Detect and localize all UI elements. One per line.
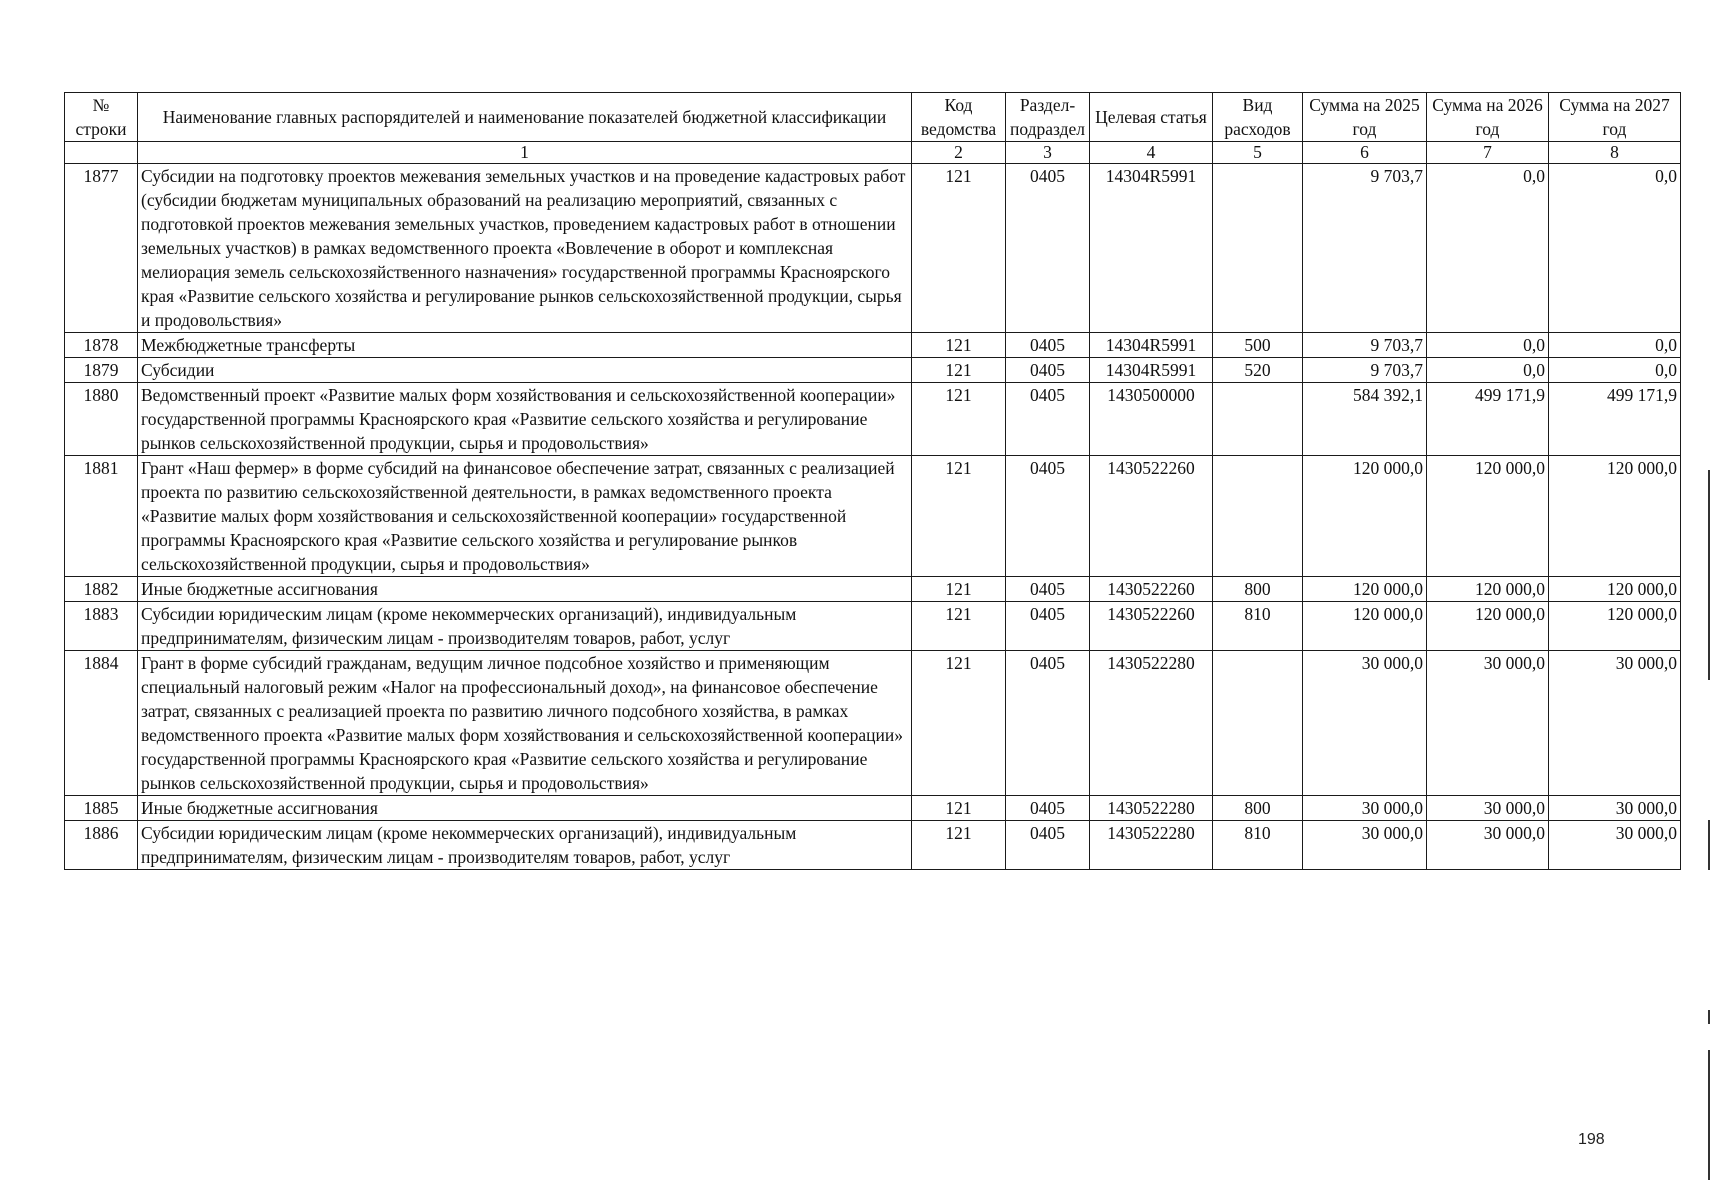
row-target-item: 14304R5991 (1090, 358, 1213, 383)
row-target-item: 1430522260 (1090, 577, 1213, 602)
row-sum-2026: 120 000,0 (1427, 577, 1549, 602)
row-sum-2027: 120 000,0 (1549, 456, 1681, 577)
row-expense-type (1213, 456, 1303, 577)
row-number: 1882 (65, 577, 138, 602)
row-expense-type: 500 (1213, 333, 1303, 358)
row-dept-code: 121 (912, 383, 1006, 456)
row-dept-code: 121 (912, 164, 1006, 333)
row-sum-2025: 30 000,0 (1303, 821, 1427, 870)
header-sum-2026: Сумма на 2026 год (1427, 93, 1549, 142)
row-sum-2026: 30 000,0 (1427, 796, 1549, 821)
row-dept-code: 121 (912, 821, 1006, 870)
row-number: 1880 (65, 383, 138, 456)
row-sum-2026: 30 000,0 (1427, 651, 1549, 796)
table-row (65, 821, 1681, 870)
header-number-row (65, 142, 1681, 164)
row-sum-2026: 499 171,9 (1427, 383, 1549, 456)
header-number: 1 (138, 142, 912, 164)
row-name: Грант «Наш фермер» в форме субсидий на финансовое обеспечение затрат, связанных с реализацией проекта по развитию сельскохозяйственной деятельности, в рамках ведомственного проекта «Развитие малых форм хозяйствования и сельскохозяйственной кооперации» государственной программы Красноярского края «Развитие сельского хозяйства и регулирование рынков сельскохозяйственной продукции, сырья и продовольствия» (138, 456, 912, 577)
row-name: Субсидии на подготовку проектов межевания земельных участков и на проведение кадастровых работ (субсидии бюджетам муниципальных образований на реализацию мероприятий, связанных с подготовкой проектов межевания земельных участков, проведением кадастровых работ в отношении земельных участков) в рамках ведомственного проекта «Вовлечение в оборот и комплексная мелиорация земель сельскохозяйственного назначения» государственной программы Красноярского края «Развитие сельского хозяйства и регулирование рынков сельскохозяйственной продукции, сырья и продовольствия» (138, 164, 912, 333)
header-number: 2 (912, 142, 1006, 164)
budget-table (64, 92, 1681, 870)
row-sum-2026: 0,0 (1427, 333, 1549, 358)
header-sum-2027: Сумма на 2027 год (1549, 93, 1681, 142)
scan-edge-mark (1708, 820, 1710, 870)
row-name: Грант в форме субсидий гражданам, ведущим личное подсобное хозяйство и применяющим специальный налоговый режим «Налог на профессиональный доход», на финансовое обеспечение затрат, связанных с реализацией проекта по развитию личного подсобного хозяйства, в рамках ведомственного проекта «Развитие малых форм хозяйствования и сельскохозяйственной кооперации» государственной программы Красноярского края «Развитие сельского хозяйства и регулирование рынков сельскохозяйственной продукции, сырья и продовольствия» (138, 651, 912, 796)
row-section: 0405 (1006, 602, 1090, 651)
row-expense-type: 800 (1213, 796, 1303, 821)
row-expense-type: 810 (1213, 821, 1303, 870)
header-name: Наименование главных распорядителей и наименование показателей бюджетной классификации (138, 93, 912, 142)
header-number-blank (65, 142, 138, 164)
header-expense-type: Вид расходов (1213, 93, 1303, 142)
table-row (65, 796, 1681, 821)
row-target-item: 1430522260 (1090, 602, 1213, 651)
table-row (65, 383, 1681, 456)
header-number: 8 (1549, 142, 1681, 164)
row-sum-2026: 0,0 (1427, 164, 1549, 333)
row-sum-2027: 30 000,0 (1549, 651, 1681, 796)
header-number: 7 (1427, 142, 1549, 164)
row-target-item: 14304R5991 (1090, 164, 1213, 333)
header-target-item: Целевая статья (1090, 93, 1213, 142)
header-section: Раздел-подраздел (1006, 93, 1090, 142)
row-expense-type (1213, 164, 1303, 333)
row-name: Ведомственный проект «Развитие малых форм хозяйствования и сельскохозяйственной кооперации» государственной программы Красноярского края «Развитие сельского хозяйства и регулирование рынков сельскохозяйственной продукции, сырья и продовольствия» (138, 383, 912, 456)
row-sum-2027: 499 171,9 (1549, 383, 1681, 456)
row-sum-2027: 120 000,0 (1549, 577, 1681, 602)
row-sum-2026: 30 000,0 (1427, 821, 1549, 870)
table-row (65, 358, 1681, 383)
row-dept-code: 121 (912, 333, 1006, 358)
row-number: 1883 (65, 602, 138, 651)
row-expense-type (1213, 651, 1303, 796)
row-section: 0405 (1006, 651, 1090, 796)
row-section: 0405 (1006, 333, 1090, 358)
row-name: Субсидии (138, 358, 912, 383)
row-name: Субсидии юридическим лицам (кроме некоммерческих организаций), индивидуальным предпринимателям, физическим лицам - производителям товаров, работ, услуг (138, 602, 912, 651)
row-section: 0405 (1006, 577, 1090, 602)
table-row (65, 333, 1681, 358)
row-dept-code: 121 (912, 796, 1006, 821)
row-dept-code: 121 (912, 456, 1006, 577)
table-row (65, 164, 1681, 333)
row-section: 0405 (1006, 383, 1090, 456)
row-name: Иные бюджетные ассигнования (138, 577, 912, 602)
row-sum-2027: 30 000,0 (1549, 796, 1681, 821)
row-dept-code: 121 (912, 651, 1006, 796)
header-number: 6 (1303, 142, 1427, 164)
row-section: 0405 (1006, 456, 1090, 577)
row-target-item: 1430500000 (1090, 383, 1213, 456)
row-sum-2025: 120 000,0 (1303, 602, 1427, 651)
header-dept-code: Код ведомства (912, 93, 1006, 142)
row-sum-2025: 9 703,7 (1303, 358, 1427, 383)
header-row-number: № строки (65, 93, 138, 142)
scan-edge-mark (1708, 1050, 1710, 1180)
row-sum-2025: 30 000,0 (1303, 651, 1427, 796)
row-sum-2026: 120 000,0 (1427, 602, 1549, 651)
row-number: 1886 (65, 821, 138, 870)
row-expense-type: 800 (1213, 577, 1303, 602)
row-number: 1877 (65, 164, 138, 333)
row-target-item: 1430522280 (1090, 796, 1213, 821)
page-number: 198 (1578, 1131, 1605, 1148)
row-name: Иные бюджетные ассигнования (138, 796, 912, 821)
row-sum-2026: 120 000,0 (1427, 456, 1549, 577)
row-sum-2027: 30 000,0 (1549, 821, 1681, 870)
row-sum-2026: 0,0 (1427, 358, 1549, 383)
header-number: 3 (1006, 142, 1090, 164)
row-number: 1885 (65, 796, 138, 821)
row-number: 1881 (65, 456, 138, 577)
row-dept-code: 121 (912, 358, 1006, 383)
row-section: 0405 (1006, 358, 1090, 383)
scan-edge-mark (1708, 470, 1710, 680)
row-sum-2025: 584 392,1 (1303, 383, 1427, 456)
row-section: 0405 (1006, 164, 1090, 333)
row-sum-2025: 9 703,7 (1303, 164, 1427, 333)
header-number: 5 (1213, 142, 1303, 164)
row-sum-2027: 0,0 (1549, 164, 1681, 333)
row-section: 0405 (1006, 821, 1090, 870)
row-dept-code: 121 (912, 602, 1006, 651)
row-sum-2025: 120 000,0 (1303, 456, 1427, 577)
row-expense-type: 520 (1213, 358, 1303, 383)
row-sum-2025: 30 000,0 (1303, 796, 1427, 821)
row-sum-2027: 0,0 (1549, 358, 1681, 383)
row-section: 0405 (1006, 796, 1090, 821)
row-target-item: 14304R5991 (1090, 333, 1213, 358)
row-target-item: 1430522280 (1090, 821, 1213, 870)
table-row (65, 602, 1681, 651)
table-body (65, 164, 1681, 870)
row-sum-2025: 9 703,7 (1303, 333, 1427, 358)
table-row (65, 456, 1681, 577)
row-sum-2027: 120 000,0 (1549, 602, 1681, 651)
row-name: Субсидии юридическим лицам (кроме некоммерческих организаций), индивидуальным предпринимателям, физическим лицам - производителям товаров, работ, услуг (138, 821, 912, 870)
row-number: 1884 (65, 651, 138, 796)
header-row (65, 93, 1681, 142)
row-expense-type (1213, 383, 1303, 456)
header-sum-2025: Сумма на 2025 год (1303, 93, 1427, 142)
row-sum-2027: 0,0 (1549, 333, 1681, 358)
table-row (65, 577, 1681, 602)
row-dept-code: 121 (912, 577, 1006, 602)
header-number: 4 (1090, 142, 1213, 164)
row-number: 1878 (65, 333, 138, 358)
row-target-item: 1430522280 (1090, 651, 1213, 796)
row-target-item: 1430522260 (1090, 456, 1213, 577)
row-expense-type: 810 (1213, 602, 1303, 651)
table-row (65, 651, 1681, 796)
row-sum-2025: 120 000,0 (1303, 577, 1427, 602)
row-number: 1879 (65, 358, 138, 383)
row-name: Межбюджетные трансферты (138, 333, 912, 358)
table-header (65, 93, 1681, 164)
scan-edge-mark (1708, 1010, 1710, 1024)
